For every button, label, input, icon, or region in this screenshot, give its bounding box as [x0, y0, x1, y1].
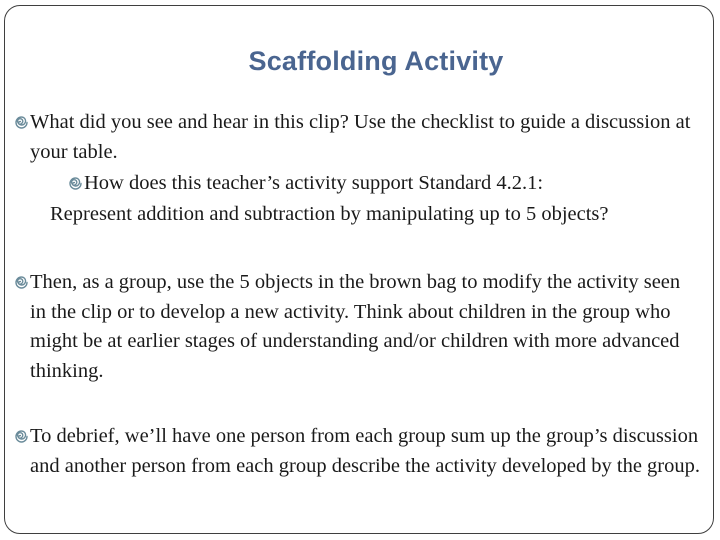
sub-bullet-continuation: Represent addition and subtraction by manipulating up to 5 objects? [50, 203, 609, 225]
bullet-item: Then, as a group, use the 5 objects in the brown bag to modify the activity seen in the clip or to develop a new activity. Think about children in the group who might be at earlier stages of understanding and/or children with more advanced thinking. [30, 271, 681, 382]
swirl-bullet-icon [14, 429, 29, 444]
slide-title: Scaffolding Activity [248, 46, 504, 76]
bullet-item: What did you see and hear in this clip? Use the checklist to guide a discussion at your table. [30, 111, 691, 163]
bullet-item: To debrief, we’ll have one person from each group sum up the group’s discussion and another person from each group describe the activity developed by the group. [30, 425, 701, 477]
swirl-bullet-icon [68, 176, 83, 191]
sub-bullet-item: How does this teacher’s activity support Standard 4.2.1: [84, 172, 544, 194]
swirl-bullet-icon [14, 275, 29, 290]
swirl-bullet-icon [14, 115, 29, 130]
